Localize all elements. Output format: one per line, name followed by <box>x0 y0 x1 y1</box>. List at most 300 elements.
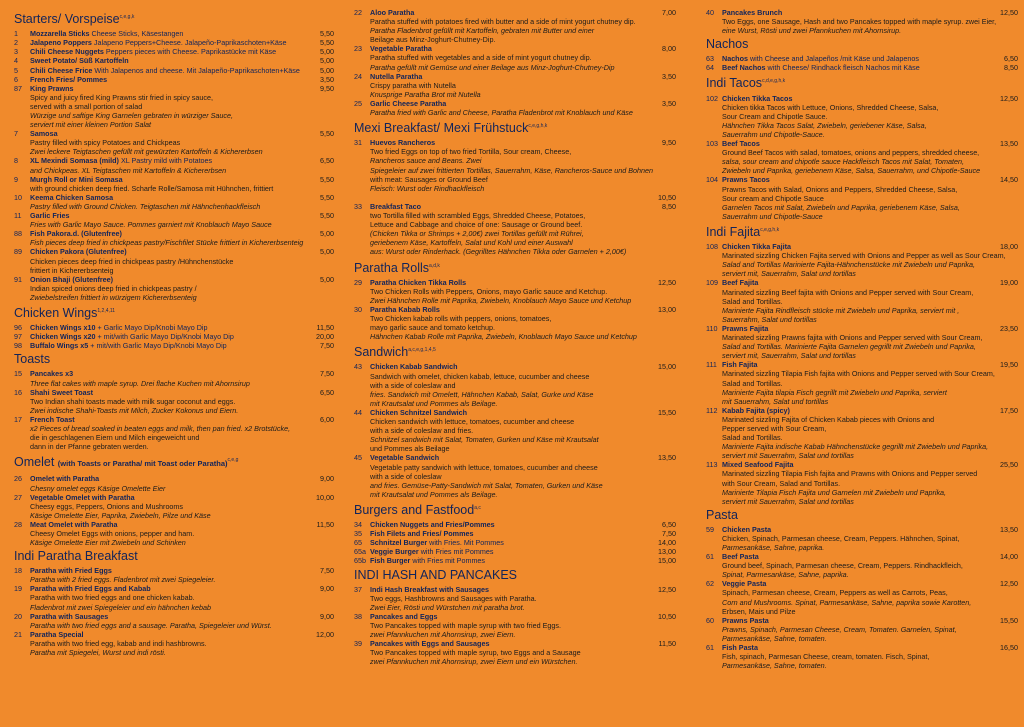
item-name-line <box>30 630 300 639</box>
item-name: Fish Pakora.d. (Glutenfree) <box>30 229 122 239</box>
item-number: 96 <box>14 323 22 333</box>
item-price: 19,50 <box>1000 360 1018 370</box>
item-name: Paratha Kabab Rolls <box>370 304 440 314</box>
menu-item <box>706 552 1018 579</box>
item-price: 7,00 <box>662 8 676 17</box>
item-name-line <box>722 360 984 369</box>
item-description: Zwei Hähnchen Rolle mit Paprika, Zwiebeln, Knoblauch Mayo Sauce und Ketchup <box>370 295 632 305</box>
item-description: Salad and Tortillas. <box>722 378 783 388</box>
item-description: Hähnchen Kabab Rolle mit Paprika, Zwiebeln, Knoblauch Mayo Sauce und Ketchup <box>370 332 637 342</box>
item-number: 35 <box>354 529 362 539</box>
item-description: with Sour Cream, Salad and Tortillas. <box>722 478 841 488</box>
item-price: 11,50 <box>658 639 676 649</box>
item-name: Paratha with Fried Eggs and Kabab <box>30 584 151 594</box>
item-name: Beef Tacos <box>722 139 760 149</box>
menu-item <box>354 8 676 44</box>
section-title-text: Paratha Rolls <box>354 260 430 275</box>
item-name-line <box>370 305 642 314</box>
item-inline-desc: + mit/with Garlic Mayo Dip/Knobi Mayo Dip <box>90 341 227 351</box>
item-description: served with a small portion of salad <box>30 101 143 111</box>
item-name: King Prawns <box>30 83 74 93</box>
section-title-text: Nachos <box>706 37 749 52</box>
item-name-line <box>370 529 642 538</box>
item-name: Omelet with Paratha <box>30 474 100 484</box>
menu-item <box>354 612 676 639</box>
item-number: 20 <box>14 611 22 621</box>
item-name-line <box>722 324 984 333</box>
item-price: 9,50 <box>320 83 334 93</box>
item-number: 65b <box>354 556 366 566</box>
item-name-line <box>30 493 300 502</box>
item-price: 6,50 <box>1004 54 1018 64</box>
menu-item-row <box>14 66 334 75</box>
item-description: dann in der Pfanne gebraten werden. <box>30 442 149 452</box>
item-name-line <box>722 406 984 415</box>
item-number: 11 <box>14 211 22 221</box>
item-price: 10,50 <box>658 192 676 202</box>
item-inline-desc: with Cheese/ Rindhack fleisch Nachos mit Käse <box>767 63 920 73</box>
item-description: two Tortilla filled with scrambled Eggs, Shredded Cheese, Potatoes, <box>370 211 586 221</box>
item-name: Schnitzel Burger <box>370 538 428 548</box>
menu-item <box>14 29 334 38</box>
item-name-line <box>30 156 300 165</box>
item-price: 5,00 <box>320 229 334 239</box>
item-name-line <box>370 278 642 287</box>
item-name: Fish Filets and Fries/ Pommes <box>370 529 474 539</box>
section-title <box>14 549 334 563</box>
menu-item <box>14 156 334 174</box>
item-price: 25,50 <box>1000 460 1018 470</box>
menu-item <box>14 275 334 302</box>
item-number: 7 <box>14 129 18 139</box>
menu-item <box>706 406 1018 461</box>
item-description: Marinierte Fajita tilapia Fisch gegrillt mit Zwiebeln und Paprika, serviert <box>722 387 947 397</box>
item-number: 37 <box>354 584 362 594</box>
item-name: Onion Bhaji (Glutenfree) <box>30 274 114 284</box>
item-description: Marinated sizzling Prawns fajita with Onions and Pepper served with Sour Cream, <box>722 333 983 343</box>
section-title-text: Toasts <box>14 352 51 367</box>
item-description: Zwei Eier, Rösti und Würstchen mit paratha brot. <box>370 602 525 612</box>
menu-item-row <box>354 138 676 147</box>
item-name: Chili Cheese Nuggets <box>30 47 104 57</box>
menu-item-row <box>14 193 334 202</box>
item-number: 45 <box>354 453 362 463</box>
menu-item-row <box>14 47 334 56</box>
menu-item-row <box>706 278 1018 287</box>
item-name-line <box>722 94 984 103</box>
item-number: 87 <box>14 83 22 93</box>
item-number: 65 <box>354 538 362 548</box>
item-name-line <box>370 538 642 547</box>
item-number: 98 <box>14 341 22 351</box>
item-name-line <box>370 202 642 211</box>
item-number: 29 <box>354 277 362 287</box>
item-number: 25 <box>354 98 362 108</box>
item-description: Spiegeleier auf zwei frittierten Tortillas, Sauerrahm, Käse, Rancheros-Sauce und Bohnen <box>370 165 653 175</box>
item-price: 3,50 <box>662 71 676 81</box>
item-name-line <box>722 139 984 148</box>
item-description: Parmesankäse, Sahne, tomaten. <box>722 661 827 671</box>
item-price: 13,50 <box>1000 524 1018 534</box>
item-price: 17,50 <box>1000 405 1018 415</box>
item-description: Corn and Mushrooms. Spinat, Parmesankäse, Sahne, paprika sowie Karotten, <box>722 597 972 607</box>
item-description: Erbsen, Mais und Pilze <box>722 606 796 616</box>
item-description: Paratha stuffed with potatoes fired with butter and a side of mint yogurt chutney dip. <box>370 17 636 27</box>
menu-item-row <box>354 72 676 81</box>
item-number: 23 <box>354 44 362 54</box>
item-inline-desc: with Fries. Mit Pommes <box>429 538 504 548</box>
item-name-line <box>30 75 300 84</box>
menu-item <box>14 612 334 630</box>
menu-item-row <box>706 406 1018 415</box>
menu-item <box>706 139 1018 175</box>
item-name-line <box>370 72 642 81</box>
item-price: 5,50 <box>320 192 334 202</box>
item-number: 17 <box>14 414 22 424</box>
item-description: Zwiebelstreifen frittiert in würzigem Kichererbsenteig <box>30 292 197 302</box>
item-name-line <box>722 63 984 72</box>
section-title <box>706 223 1018 239</box>
item-inline-desc: With Jalapenos and cheese. Mit Jalapeño-Paprikaschoten+Käse <box>94 65 300 75</box>
menu-item-row <box>14 323 334 332</box>
item-name: Beef Pasta <box>722 552 759 562</box>
item-name: Chicken Wings x10 <box>30 323 96 333</box>
menu-item-row <box>354 305 676 314</box>
section-title <box>706 37 1018 51</box>
item-description: (Chicken Tikka or Shrimps + 2,00€) zwei Tortillas gefüllt mit Rührei, <box>370 229 584 239</box>
item-name-line <box>30 38 300 47</box>
item-name: Breakfast Taco <box>370 201 421 211</box>
menu-item-row <box>14 341 334 350</box>
item-description: Chicken sandwich with lettuce, tomatoes, cucumber and cheese <box>370 417 575 427</box>
menu-item <box>706 54 1018 63</box>
menu-item-row <box>354 612 676 621</box>
item-price: 12,00 <box>316 629 334 639</box>
item-price: 8,50 <box>662 201 676 211</box>
item-name-line <box>30 129 300 138</box>
item-name: Chicken Pakora (Glutenfree) <box>30 247 127 257</box>
item-name: Beef Nachos <box>722 63 766 73</box>
item-description: Pastry filled with Ground Chicken. Teigtaschen mit Hähnchenhackfleisch <box>30 201 261 211</box>
item-price: 12,50 <box>658 584 676 594</box>
item-number: 113 <box>706 460 718 470</box>
item-name-line <box>370 547 642 556</box>
menu-item-row <box>354 362 676 371</box>
item-description: frittiert in Kichererbsenteig <box>30 265 114 275</box>
item-number: 38 <box>354 611 362 621</box>
item-name-line <box>30 211 300 220</box>
item-number: 3 <box>14 47 18 57</box>
item-description: Paratha stuffed with vegetables and a side of mint yogurt chutney dip. <box>370 53 592 63</box>
item-description: x2 Pieces of bread soaked in beaten eggs and milk, then pan fried. x2 Brotstücke, <box>30 423 291 433</box>
section-title <box>14 10 334 26</box>
item-number: 59 <box>706 524 714 534</box>
item-price: 5,50 <box>320 174 334 184</box>
item-number: 62 <box>706 579 714 589</box>
item-name-line <box>370 8 642 17</box>
item-price: 5,00 <box>320 56 334 66</box>
allergen-codes: a,c,e,g,1,4,5 <box>408 347 436 354</box>
item-name-line <box>722 242 984 251</box>
item-description: Salad and Tortillas. <box>722 433 783 443</box>
item-name-line <box>370 520 642 529</box>
item-name: Aloo Paratha <box>370 8 415 17</box>
item-description: Fish pieces deep fried in chickpeas pastry/Fischfilet Stücke frittiert in Kichererbsenteig <box>30 238 304 248</box>
menu-item-row <box>14 175 334 184</box>
item-name-line <box>370 556 642 565</box>
item-price: 12,50 <box>1000 8 1018 17</box>
item-name-line <box>30 229 300 238</box>
item-description: with a side of coleslaw <box>370 471 442 481</box>
item-price: 6,50 <box>662 520 676 530</box>
item-price: 14,50 <box>1000 175 1018 185</box>
item-name-line <box>370 44 642 53</box>
item-name: Fish Pasta <box>722 643 758 653</box>
item-description: Lettuce and Cabbage and choice of one: Sausage or Ground beef. <box>370 220 583 230</box>
item-description: Zwei leckere Teigtaschen gefüllt mit gewürzten Kartoffeln & Kichererbsen <box>30 147 263 157</box>
item-price: 11,50 <box>316 519 334 529</box>
item-description: Würzige und saftige King Garnelen gebraten in würziger Sauce, <box>30 111 233 120</box>
item-name: Veggie Burger <box>370 547 419 557</box>
menu-item <box>354 520 676 529</box>
item-name: Vegetable Sandwich <box>370 453 440 463</box>
menu-item <box>354 44 676 71</box>
item-name: Mixed Seafood Fajita <box>722 460 794 470</box>
item-name-line <box>370 585 642 594</box>
menu-column-2 <box>340 8 686 727</box>
item-description: Marinierte Fajita Rindfleisch stücke mit Zwiebeln und Paprika, serviert mit , <box>722 305 960 315</box>
item-price: 16,50 <box>1000 643 1018 653</box>
item-number: 1 <box>14 29 18 39</box>
item-name-line <box>30 388 300 397</box>
item-description: Marinierte Fajita indische Kabab Hähnchenstücke gegrillt mit Zwiebeln und Paprika, <box>722 442 989 452</box>
menu-item-row <box>14 247 334 256</box>
menu-item <box>14 229 334 247</box>
menu-item <box>14 56 334 65</box>
item-description: serviert mit, Sauerrahm, Salat und tortillas <box>722 351 856 361</box>
item-number: 88 <box>14 229 22 239</box>
item-price: 5,00 <box>320 47 334 57</box>
item-number: 6 <box>14 74 18 84</box>
item-name-line <box>30 84 300 93</box>
menu-item-row <box>354 99 676 108</box>
item-inline-desc: with Cheese and Jalapeños /mit Käse und Jalapenos <box>749 54 919 64</box>
item-description: Chicken pieces deep fried in chickpeas pastry /Hühnchenstücke <box>30 256 234 266</box>
menu-item <box>14 341 334 350</box>
item-price: 13,00 <box>658 304 676 314</box>
item-description: Marinated sizzling Tilapia Fish fajita with Onions and Pepper served with Sour Cream, <box>722 369 995 379</box>
menu-item-row <box>14 129 334 138</box>
item-description: Two Eggs, one Sausage, Hash and two Pancakes topped with maple syrup. zwei Eier, <box>722 17 997 27</box>
item-price: 14,00 <box>1000 552 1018 562</box>
item-name: Nachos <box>722 54 748 64</box>
item-price: 5,50 <box>320 129 334 139</box>
item-description: Käsige Omelette Eier, Paprika, Zwiebeln, Pilze und Käse <box>30 510 211 520</box>
item-number: 18 <box>14 566 22 576</box>
menu-item-row <box>14 211 334 220</box>
item-price: 5,00 <box>320 247 334 257</box>
item-description: Marinierte Tilapia Fisch Fajita und Garnelen mit Zwiebeln und Paprika, <box>722 487 947 497</box>
item-description: Parmesankäse, Sahne, tomaten. <box>722 633 827 643</box>
item-description: Sour Cream and Chipotle Sauce. <box>722 111 828 121</box>
item-number: 8 <box>14 156 18 166</box>
item-description: Salad and Tortillas. Marinierte Fajita Garnelen gegrillt mit Zwiebeln und Paprika, <box>722 342 976 352</box>
item-price: 9,00 <box>320 474 334 484</box>
menu-item <box>354 72 676 99</box>
item-description: Paratha with two fried eggs and a sausage. Paratha, Spiegeleier und Würst. <box>30 620 272 630</box>
item-price: 5,00 <box>320 65 334 75</box>
menu-item-row <box>354 278 676 287</box>
item-number: 19 <box>14 584 22 594</box>
item-description: Sandwich with omelet, chicken kabab, lettuce, cucumber and cheese <box>370 371 590 381</box>
menu-item <box>14 323 334 332</box>
menu-item <box>14 415 334 451</box>
item-price: 6,50 <box>320 156 334 166</box>
menu-item <box>354 99 676 117</box>
section-title-text: INDI HASH AND PANCAKES <box>354 567 518 582</box>
menu-item-row <box>354 538 676 547</box>
item-name: Jalapeno Poppers <box>30 38 92 48</box>
item-name-line <box>722 54 984 63</box>
item-price: 15,00 <box>658 556 676 566</box>
menu-item <box>14 75 334 84</box>
menu-item-row <box>354 8 676 17</box>
item-price: 7,50 <box>320 566 334 576</box>
item-name-line <box>30 175 300 184</box>
item-price: 15,00 <box>658 362 676 372</box>
item-description: Paratha with two fried eggs and one chicken kabab. <box>30 593 195 603</box>
section-title <box>354 568 676 582</box>
section-note: (with Toasts or Paratha/ mit Toast oder Paratha) <box>57 459 228 469</box>
item-description: zwei Pfannkuchen mit Ahornsirup, zwei Eiern und ein Würstchen. <box>370 657 578 667</box>
menu-item <box>706 643 1018 670</box>
menu-item <box>14 332 334 341</box>
section-title <box>14 453 334 471</box>
item-description: Fladenbrot mit zwei Spiegeleier und ein hähnchen kebab <box>30 602 212 612</box>
item-description: Paratha with 2 fried eggs. Fladenbrot mit zwei Spiegeleier. <box>30 575 216 585</box>
menu-column-3 <box>686 8 1018 727</box>
item-description: Zwiebeln und Paprika, geriebenem Käse, Salsa, Sauerrahm, und Chipotle-Sauce <box>722 166 981 176</box>
item-number: 34 <box>354 520 362 530</box>
item-number: 112 <box>706 405 718 415</box>
item-price: 6,50 <box>320 387 334 397</box>
menu-item <box>706 242 1018 278</box>
item-description: Vegetable patty sandwich with lettuce, tomatoes, cucumber and cheese <box>370 462 598 472</box>
item-name: Garlic Fries <box>30 211 70 221</box>
item-name: Sweet Potato/ Süß Kartoffeln <box>30 56 129 66</box>
item-description: Cheesy Omelet Eggs with onions, pepper and ham. <box>30 528 195 538</box>
item-name-line <box>30 275 300 284</box>
item-name: Chicken Kabab Sandwich <box>370 362 458 372</box>
item-description: eine Wurst, Rösti und zwei Pfannkuchen mit Ahornsirup. <box>722 26 902 36</box>
section-title <box>14 352 334 366</box>
item-description: Indian spiced onions deep fried in chickpeas pastry / <box>30 283 197 293</box>
item-name: Paratha Chicken Tikka Rolls <box>370 277 467 287</box>
section-title-text: Starters/ Vorspeise <box>14 12 120 27</box>
item-name-line <box>30 247 300 256</box>
menu-item-row <box>706 643 1018 652</box>
item-number: 33 <box>354 201 362 211</box>
item-inline-desc: with Fries mit Pommes <box>412 556 486 566</box>
menu-item <box>354 202 676 257</box>
section-title-text: Omelet <box>14 455 55 470</box>
menu-item-row <box>354 44 676 53</box>
item-description: Cheesy eggs, Peppers, Onions and Mushrooms <box>30 501 184 511</box>
item-price: 9,00 <box>320 611 334 621</box>
item-name: Prawns Tacos <box>722 175 770 185</box>
menu-item <box>354 529 676 538</box>
item-description: Parmesankäse, Sahne, paprika. <box>722 543 825 552</box>
item-description: mit Krautsalat und Pommes als Beilage. <box>370 398 498 408</box>
item-price: 6,00 <box>320 414 334 424</box>
menu-item-row <box>14 332 334 341</box>
menu-item <box>354 453 676 498</box>
item-name: Vegetable Paratha <box>370 44 432 54</box>
menu-item-row <box>354 639 676 648</box>
item-number: 64 <box>706 63 714 73</box>
item-name: Garlic Cheese Paratha <box>370 98 447 108</box>
menu-item <box>354 639 676 666</box>
item-description: Schnitzel sandwich mit Salat, Tomaten, Gurken und Käse mit Krautsalat <box>370 435 599 445</box>
item-description: Two Pancakes topped with maple syrup with two fried Eggs. <box>370 620 561 630</box>
menu-item-row <box>14 566 334 575</box>
item-price: 7,50 <box>320 341 334 351</box>
item-name-line <box>30 332 300 341</box>
item-name-line <box>30 520 300 529</box>
menu-item-row <box>706 360 1018 369</box>
item-name: Pancakes and Eggs <box>370 611 438 621</box>
item-name: Chicken Tikka Tacos <box>722 93 793 103</box>
item-description: with a side of coleslaw and <box>370 380 456 390</box>
section-title <box>706 508 1018 522</box>
item-description: Zwei indische Shahi-Toasts mit Milch, Zucker Kokonus und Eiern. <box>30 405 239 415</box>
menu-item <box>14 630 334 657</box>
menu-item-row <box>354 520 676 529</box>
item-description: Two Chicken Rolls with Peppers, Onions, mayo Garlic sauce and Ketchup. <box>370 286 608 296</box>
item-description: Beilage aus Minz-Joghurt-Chutney-Dip. <box>370 35 496 45</box>
item-description: Spicy and juicy fired King Prawns stir fried in spicy sauce, <box>30 92 213 102</box>
menu-item <box>354 278 676 305</box>
item-name-line <box>30 47 300 56</box>
item-name: Pancakes Brunch <box>722 8 783 17</box>
item-number: 15 <box>14 369 22 379</box>
item-description: Two Chicken kabab rolls with peppers, onions, tomatoes, <box>370 314 552 324</box>
item-description: Three flat cakes with maple syrup. Drei flache Kuchen mit Ahornsirup <box>30 378 250 388</box>
menu-item <box>354 305 676 341</box>
item-description: Paratha gefüllt mit Gemüse und einer Beilage aus Minz-Joghurt-Chutney-Dip <box>370 62 615 72</box>
item-name: Chicken Wings x20 <box>30 332 96 342</box>
item-description: Ground beef, Spinach, Parmesan cheese, Cream, Peppers. Rindhackfleich, <box>722 561 963 571</box>
section-title <box>354 259 676 275</box>
item-price: 12,50 <box>1000 93 1018 103</box>
menu-item-row <box>354 585 676 594</box>
item-description: Knusprige Paratha Brot mit Nutella <box>370 89 481 99</box>
item-number: 102 <box>706 93 718 103</box>
item-description: Fleisch: Wurst oder Rindhackfleisch <box>370 183 485 193</box>
item-number: 111 <box>706 360 717 370</box>
item-price: 14,00 <box>658 538 676 548</box>
item-description: Paratha Fladenbrot gefüllt mit Kartoffeln, gebraten mit Butter und einer <box>370 26 595 36</box>
menu-item <box>354 547 676 556</box>
item-name-line <box>370 99 642 108</box>
item-name: Kabab Fajita (spicy) <box>722 405 790 415</box>
item-number: 65a <box>354 547 366 557</box>
item-number: 10 <box>14 192 22 202</box>
section-title-text: Sandwich <box>354 345 409 360</box>
item-name: Chicken Schnitzel Sandwich <box>370 407 468 417</box>
item-description: Salad and Tortillas Marinierte Fajita-Hähnchenstücke mit Zwiebeln und Paprika, <box>722 260 976 270</box>
item-description: Prawns, Spinach, Parmesan Cheese, Cream, Tomaten. Garnelen, Spinat, <box>722 624 957 634</box>
